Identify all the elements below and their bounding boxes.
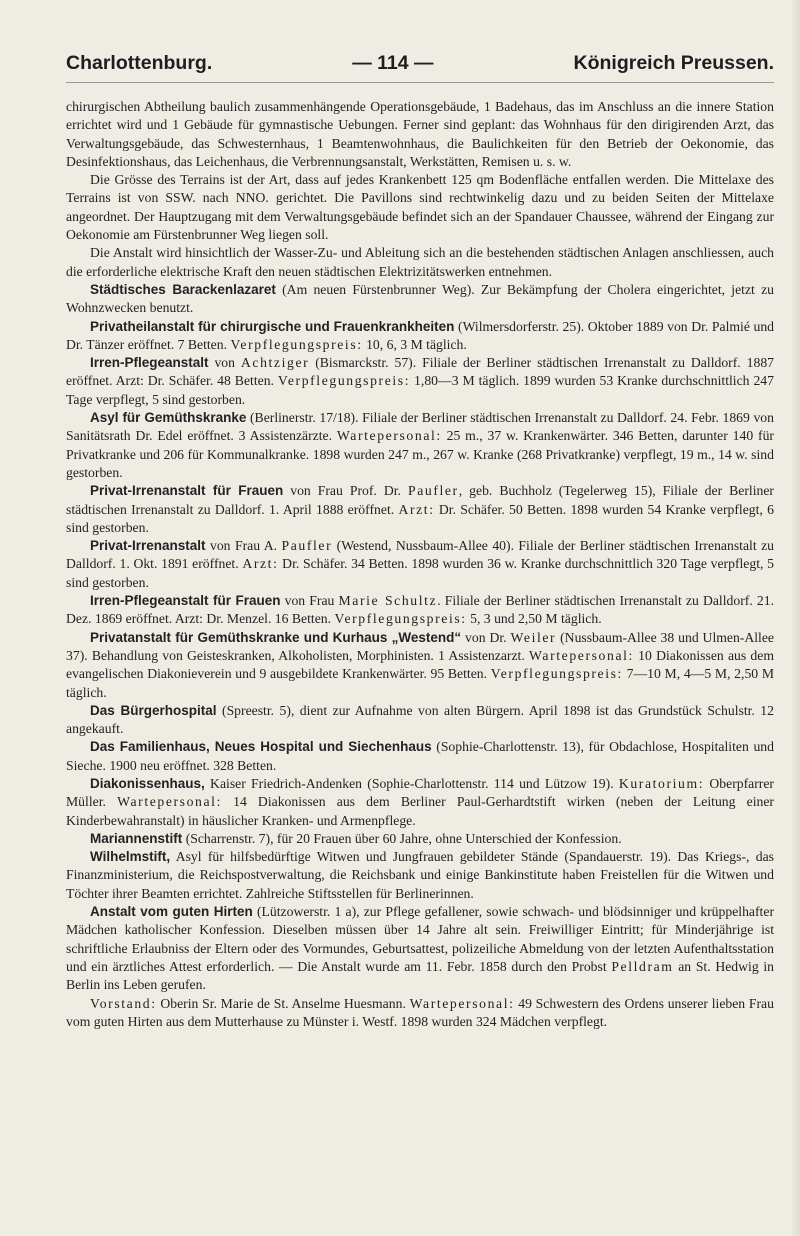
paragraph	[66, 98, 774, 171]
entry-person: Paufler	[281, 538, 333, 554]
entry-text: . Filiale der Berliner städtischen Irrenanstalt zu Dalldorf. 21. Dez. 1869 eröffnet. Arzt: Dr. Menzel. 16 Betten.	[66, 593, 775, 627]
entry-text: Oberpfarrer Müller.	[66, 775, 774, 810]
entry-mariannenstift	[66, 830, 774, 848]
entry-text: (Sophie-Charlottenstr. 13), für Obdachlose, Hospitaliten und Sieche. 1900 neu eröffnet. 328 Betten.	[66, 739, 774, 773]
entry-buergerhospital	[66, 702, 774, 739]
entry-guter-hirte-vorstand	[66, 995, 774, 1032]
entry-person: Achtziger	[240, 355, 310, 371]
entry-title: Das Bürgerhospital	[90, 702, 217, 718]
entry-text: Dr. Schäfer. 50 Betten. 1898 wurden 54 Kranke verpflegt, 6 sind gestorben.	[66, 501, 774, 535]
entry-irren-pflegeanstalt	[66, 354, 774, 409]
entry-text: Dr. Schäfer. 34 Betten. 1898 wurden 36 w. Kranke durchschnittlich 320 Tage verpflegt, 5 sind gestorben.	[66, 556, 774, 590]
entry-kurhaus-westend	[66, 629, 774, 702]
entry-person: Marie Schultz	[338, 593, 438, 609]
entry-text: (Nussbaum-Allee 38 und Ulmen-Allee 37). Behandlung von Geisteskranken, Alkoholisten, Morphinisten. 1 Assistenzarzt.	[66, 629, 775, 663]
paragraph	[66, 171, 774, 244]
entry-title: Privat-Irrenanstalt für Frauen	[90, 483, 284, 499]
entry-text: 1,80—3 M täglich. 1899 wurden 53 Kranke durchschnittlich 247 Tage verpflegt, 5 sind gestorben.	[66, 373, 774, 407]
entry-privat-irrenanstalt-frauen	[66, 482, 774, 537]
entry-text: 10, 6, 3 M täglich.	[362, 336, 467, 352]
entry-text: 10 Diakonissen aus dem evangelischen Diakonieverein und 9 ausgebildete Krankenwärter. 95 Betten.	[66, 647, 774, 682]
entry-title: Mariannenstift	[90, 830, 183, 846]
entry-label: Kuratorium:	[618, 775, 705, 791]
running-header	[66, 52, 774, 80]
entry-label: Wartepersonal:	[117, 794, 222, 810]
entry-text: (Scharrenstr. 7), für 20 Frauen über 60 Jahre, ohne Unterschied der Konfession.	[182, 830, 622, 846]
entry-title: Wilhelmstift,	[90, 849, 171, 865]
page-body	[66, 98, 774, 1031]
entry-text: von Frau	[280, 593, 339, 609]
entry-text: (Bismarckstr. 57). Filiale der Berliner städtischen Irrenanstalt zu Dalldorf. 1887 eröffnet. Arzt: Dr. Schäfer. 48 Betten.	[66, 355, 775, 389]
entry-label: Arzt:	[242, 556, 279, 572]
entry-text: (Spreestr. 5), dient zur Aufnahme von alten Bürgern. April 1898 ist das Grundstück Schulstr. 12 angekauft.	[66, 702, 774, 737]
entry-title: Anstalt vom guten Hirten	[90, 904, 253, 920]
entry-text: (Westend, Nussbaum-Allee 40). Filiale der Berliner städtischen Irrenanstalt zu Dalldorf. 1. Okt. 1891 eröffnet.	[66, 538, 774, 572]
entry-label: Wartepersonal:	[529, 647, 634, 663]
entry-title: Asyl für Gemüthskranke	[90, 410, 247, 426]
entry-text: Oberin Sr. Marie de St. Anselme Huesmann.	[156, 995, 410, 1011]
entry-label: Verpflegungspreis:	[490, 666, 623, 682]
entry-title: Privat-Irrenanstalt	[90, 538, 206, 554]
page-number: — 114 —	[352, 52, 434, 74]
entry-text: 14 Diakonissen aus dem Berliner Paul-Gerhardtstift wirken (neben der Leitung einer Kinderbewahranstalt) in häuslicher Kranken- und Armenpflege.	[66, 794, 774, 828]
entry-label: Wartepersonal:	[336, 428, 442, 444]
header-place: Charlottenburg.	[66, 52, 213, 74]
page-edge-shadow	[790, 0, 800, 1236]
entry-title: Diakonissenhaus,	[90, 775, 205, 791]
entry-title: Städtisches Barackenlazaret	[90, 281, 276, 297]
entry-text: 7—10 M, 4—5 M, 2,50 M täglich.	[66, 666, 774, 700]
entry-privat-irrenanstalt	[66, 537, 774, 592]
entry-label: Verpflegungspreis:	[230, 336, 363, 352]
entry-person: Pelldram	[611, 958, 674, 974]
entry-label: Wartepersonal:	[409, 995, 515, 1011]
entry-text: 49 Schwestern des Ordens unserer lieben Frau vom guten Hirten aus dem Mutterhause zu Münster i. Westf. 1898 wurden 324 Mädchen verpflegt.	[66, 995, 774, 1029]
entry-text: Asyl für hilfsbedürftige Witwen und Jungfrauen gebildeter Stände (Spandauerstr. 19). Das Kriegs-, das Finanzministerium, die Reichspostverwaltung, die Reichsbank und einige Bankinstitute haben Freistellen für die Witwen und Töchter ihrer Beamten errichtet. Zahlreiche Stiftsstellen für Berlinerinnen.	[66, 849, 774, 901]
entry-text: (Berlinerstr. 17/18). Filiale der Berliner städtischen Irrenanstalt zu Dalldorf. 24. Febr. 1869 von Sanitätsrath Dr. Edel eröffnet. 3 Assistenzärzte.	[66, 410, 774, 444]
entry-text: Kaiser Friedrich-Andenken (Sophie-Charlottenstr. 114 und Lützow 19).	[204, 775, 619, 791]
entry-title: Privatanstalt für Gemüthskranke und Kurhaus „Westend“	[90, 629, 462, 645]
entry-text: 5, 3 und 2,50 M täglich.	[466, 611, 602, 627]
entry-title: Irren-Pflegeanstalt für Frauen	[90, 593, 281, 609]
entry-text: (Am neuen Fürstenbrunner Weg). Zur Bekämpfung der Cholera eingerichtet, jetzt zu Wohnzwecken benutzt.	[66, 281, 775, 316]
entry-text: von Frau A.	[205, 538, 282, 554]
entry-title: Das Familienhaus, Neues Hospital und Siechenhaus	[90, 739, 432, 755]
entry-privatheilanstalt	[66, 318, 774, 355]
paragraph-text: Die Anstalt wird hinsichtlich der Wasser-Zu- und Ableitung sich an die bestehenden städtischen Anlagen anschliessen, auch die erforderliche elektrische Kraft den neuen städtischen Elektrizitätswerken entnehmen.	[66, 245, 774, 279]
entry-text: an St. Hedwig in Berlin ins Leben gerufen.	[66, 958, 775, 993]
header-rule	[66, 82, 774, 83]
entry-label: Verpflegungspreis:	[334, 611, 467, 627]
entry-guter-hirte	[66, 903, 774, 994]
entry-person: Paufler	[407, 483, 459, 499]
paragraph	[66, 244, 774, 281]
entry-text: 25 m., 37 w. Krankenwärter. 346 Betten, darunter 140 für Privatkranke und 206 für Kommunalkranke. 1898 wurden 247 m., 267 w. Kranke (268 Privatkranke) verpflegt, 19 m., 14 w. sind gestorben.	[66, 428, 774, 480]
entry-label: Verpflegungspreis:	[277, 373, 411, 389]
entry-asyl-gemuethskranke	[66, 409, 774, 482]
entry-label: Arzt:	[398, 501, 435, 517]
entry-text: (Wilmersdorferstr. 25). Oktober 1889 von Dr. Palmié und Dr. Tänzer eröffnet. 7 Betten.	[66, 318, 775, 352]
entry-title: Privatheilanstalt für chirurgische und Frauenkrankheiten	[90, 318, 455, 334]
entry-text: von Dr.	[461, 629, 511, 645]
entry-text: von Frau Prof. Dr.	[283, 483, 408, 499]
entry-text: von	[208, 355, 241, 371]
entry-familienhaus	[66, 738, 774, 775]
entry-diakonissenhaus	[66, 775, 774, 830]
entry-wilhelmstift	[66, 848, 774, 903]
entry-irren-pflegeanstalt-frauen	[66, 592, 774, 629]
entry-title: Irren-Pflegeanstalt	[90, 355, 209, 371]
paragraph-text: chirurgischen Abtheilung baulich zusammenhängende Operationsgebäude, 1 Badehaus, das im Anschluss an die innere Station errichtet wird und 1 Gebäude für gymnastische Uebungen. Ferner sind geplant: das Wohnhaus für den dirigirenden Arzt, das Verwaltungsgebäude, das Schwesternhaus, 1 Beamtenwohnhaus, die Baulichkeiten für den Betrieb der Oekonomie, das Desinfektionshaus, das Leichenhaus, die Verbrennungsanstalt, Werkstätten, Remisen u. s. w.	[66, 99, 774, 169]
entry-text: (Lützowerstr. 1 a), zur Pflege gefallener, sowie schwach- und blödsinniger und krüppelhafter Mädchen katholischer Konfession. Dieselben müssen über 14 Jahre alt sein. Freiwilliger Eintritt; für Minderjährige ist schriftliche Erlaubniss der Eltern oder des Vormundes, Geburtsattest, polizeiliche Abmeldung von der letzten Aufenthaltsstation und ein ärztliches Attest erforderlich. — Die Anstalt wurde am 11. Febr. 1858 durch den Probst	[66, 904, 774, 974]
entry-barackenlazaret	[66, 281, 774, 318]
entry-text: , geb. Buchholz (Tegelerweg 15), Filiale der Berliner städtischen Irrenanstalt zu Dalldorf. 1. April 1888 eröffnet.	[66, 483, 774, 517]
entry-label: Vorstand:	[90, 995, 157, 1011]
paragraph-text: Die Grösse des Terrains ist der Art, dass auf jedes Krankenbett 125 qm Bodenfläche entfallen werden. Die Mittelaxe des Terrains ist von SSW. nach NNO. gerichtet. Die Pavillons sind rechtwinkelig dazu und zu beiden Seiten der Mittelaxe angeordnet. Der Hauptzugang mit dem Verwaltungsgebäude befindet sich an der Spandauer Chaussee, während der Eingang zur Oekonomie am Fürstenbrunner Weg liegen soll.	[66, 172, 774, 243]
entry-person: Weiler	[510, 629, 557, 645]
header-region: Königreich Preussen.	[573, 52, 774, 74]
